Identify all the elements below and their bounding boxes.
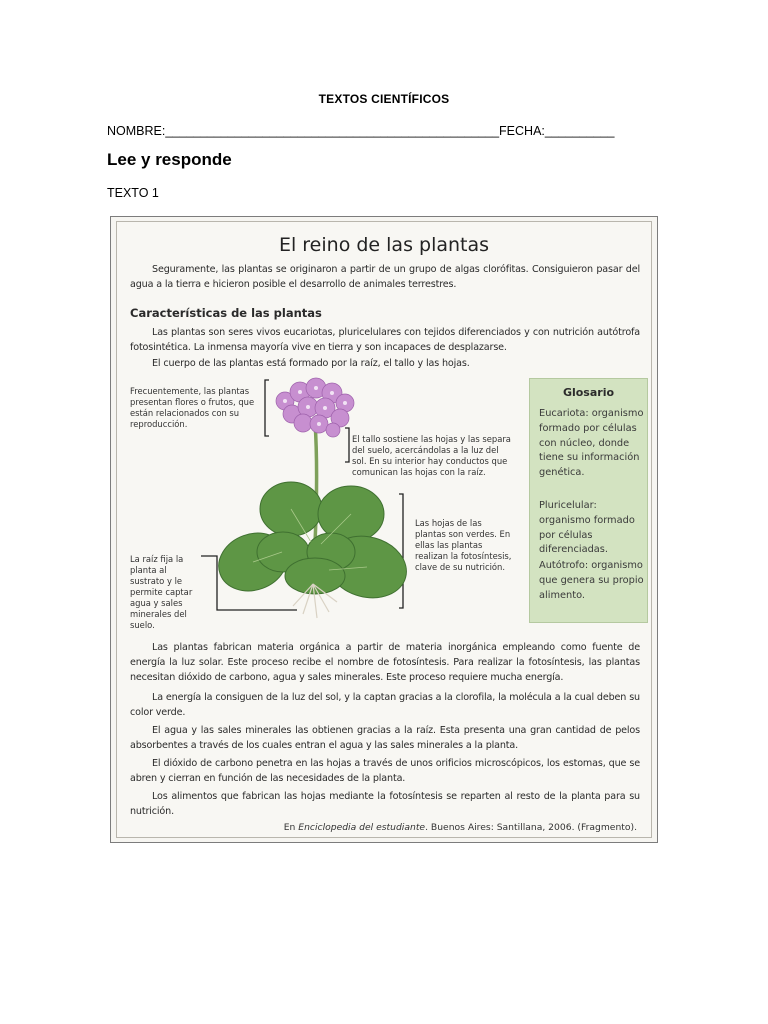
article-title: El reino de las plantas — [278, 234, 490, 256]
article-paragraph-7: Los alimentos que fabrican las hojas mediante la fotosíntesis se reparten al resto de la planta para su nutrición. — [130, 791, 640, 817]
glossary-title: Glosario — [562, 386, 615, 399]
article-citation — [284, 822, 637, 833]
glossary-entry-eucariota: Eucariota: organismo formado por células con núcleo, donde tiene su información genética. — [539, 408, 644, 479]
article-paragraph-2: El cuerpo de las plantas está formado por la raíz, el tallo y las hojas. — [152, 358, 470, 369]
glossary-entry-pluricelular: Pluricelular: organismo formado por células diferenciadas. — [539, 500, 635, 556]
document-title: TEXTOS CIENTÍFICOS — [318, 92, 450, 106]
glossary-box — [529, 378, 648, 623]
article-paragraph-1: Las plantas son seres vivos eucariotas, pluricelulares con tejidos diferenciados y con nutrición autótrofa fotosintética. La inmensa mayoría vive en tierra y son incapaces de desplazarse. — [130, 327, 640, 353]
citation-title: Enciclopedia del estudiante — [298, 822, 426, 833]
leaves-bracket — [399, 494, 403, 608]
article-paragraph-5: El agua y las sales minerales las obtienen gracias a la raíz. Esta presenta una gran cantidad de pelos absorbentes a través de los cuales entran el agua y las sales minerales a la planta. — [130, 725, 640, 751]
glossary-entry-autotrofo: Autótrofo: organismo que genera su propio alimento. — [539, 560, 644, 601]
instruction-heading: Lee y responde — [107, 150, 232, 169]
section-heading: Características de las plantas — [130, 306, 322, 320]
citation-prefix: En — [283, 822, 299, 833]
name-date-line — [107, 124, 614, 138]
scanned-article-image — [110, 216, 658, 843]
stem-bracket — [345, 428, 349, 462]
text-label: TEXTO 1 — [107, 186, 159, 200]
date-label: FECHA: — [499, 124, 545, 138]
annotation-flowers: Frecuentemente, las plantas presentan flores o frutos, que están relacionados con su reproducción. — [130, 386, 255, 429]
annotation-leaves: Las hojas de las plantas son verdes. En ellas las plantas realizan la fotosíntesis, clave de su nutrición. — [415, 518, 512, 572]
name-label: NOMBRE: — [107, 124, 166, 138]
annotation-stem: El tallo sostiene las hojas y las separa del suelo, acercándolas a la luz del sol. En su interior hay conductos que comunican las hojas con la raíz. — [352, 434, 511, 477]
article-paragraph-6: El dióxido de carbono penetra en las hojas a través de unos orificios microscópicos, los estomas, que se abren y cierran en función de las necesidades de la planta. — [130, 758, 640, 784]
article-frame — [116, 221, 652, 838]
article-paragraph-3: Las plantas fabrican materia orgánica a partir de materia inorgánica empleando como fuente de energía la luz solar. Este proceso recibe el nombre de fotosíntesis. Para realizar la fotosíntesis, las plantas necesitan dióxido de carbono, agua y sales minerales. Este proceso requiere mucha energía. — [130, 642, 640, 683]
date-blank: __________ — [544, 124, 615, 138]
article-intro: Seguramente, las plantas se originaron a partir de un grupo de algas clorófitas. Consiguieron pasar del agua a la tierra e hicieron posible el desarrollo de animales terrestres. — [130, 264, 640, 290]
citation-suffix: . Buenos Aires: Santillana, 2006. (Fragmento). — [425, 822, 637, 833]
flowers-bracket — [265, 380, 269, 436]
name-blank: ________________________________________________ — [165, 124, 500, 138]
article-paragraph-4: La energía la consiguen de la luz del sol, y la captan gracias a la clorofila, la molécula a la cual deben su color verde. — [130, 692, 640, 718]
annotation-root: La raíz fija la planta al sustrato y le permite captar agua y sales minerales del suelo. — [130, 554, 193, 630]
